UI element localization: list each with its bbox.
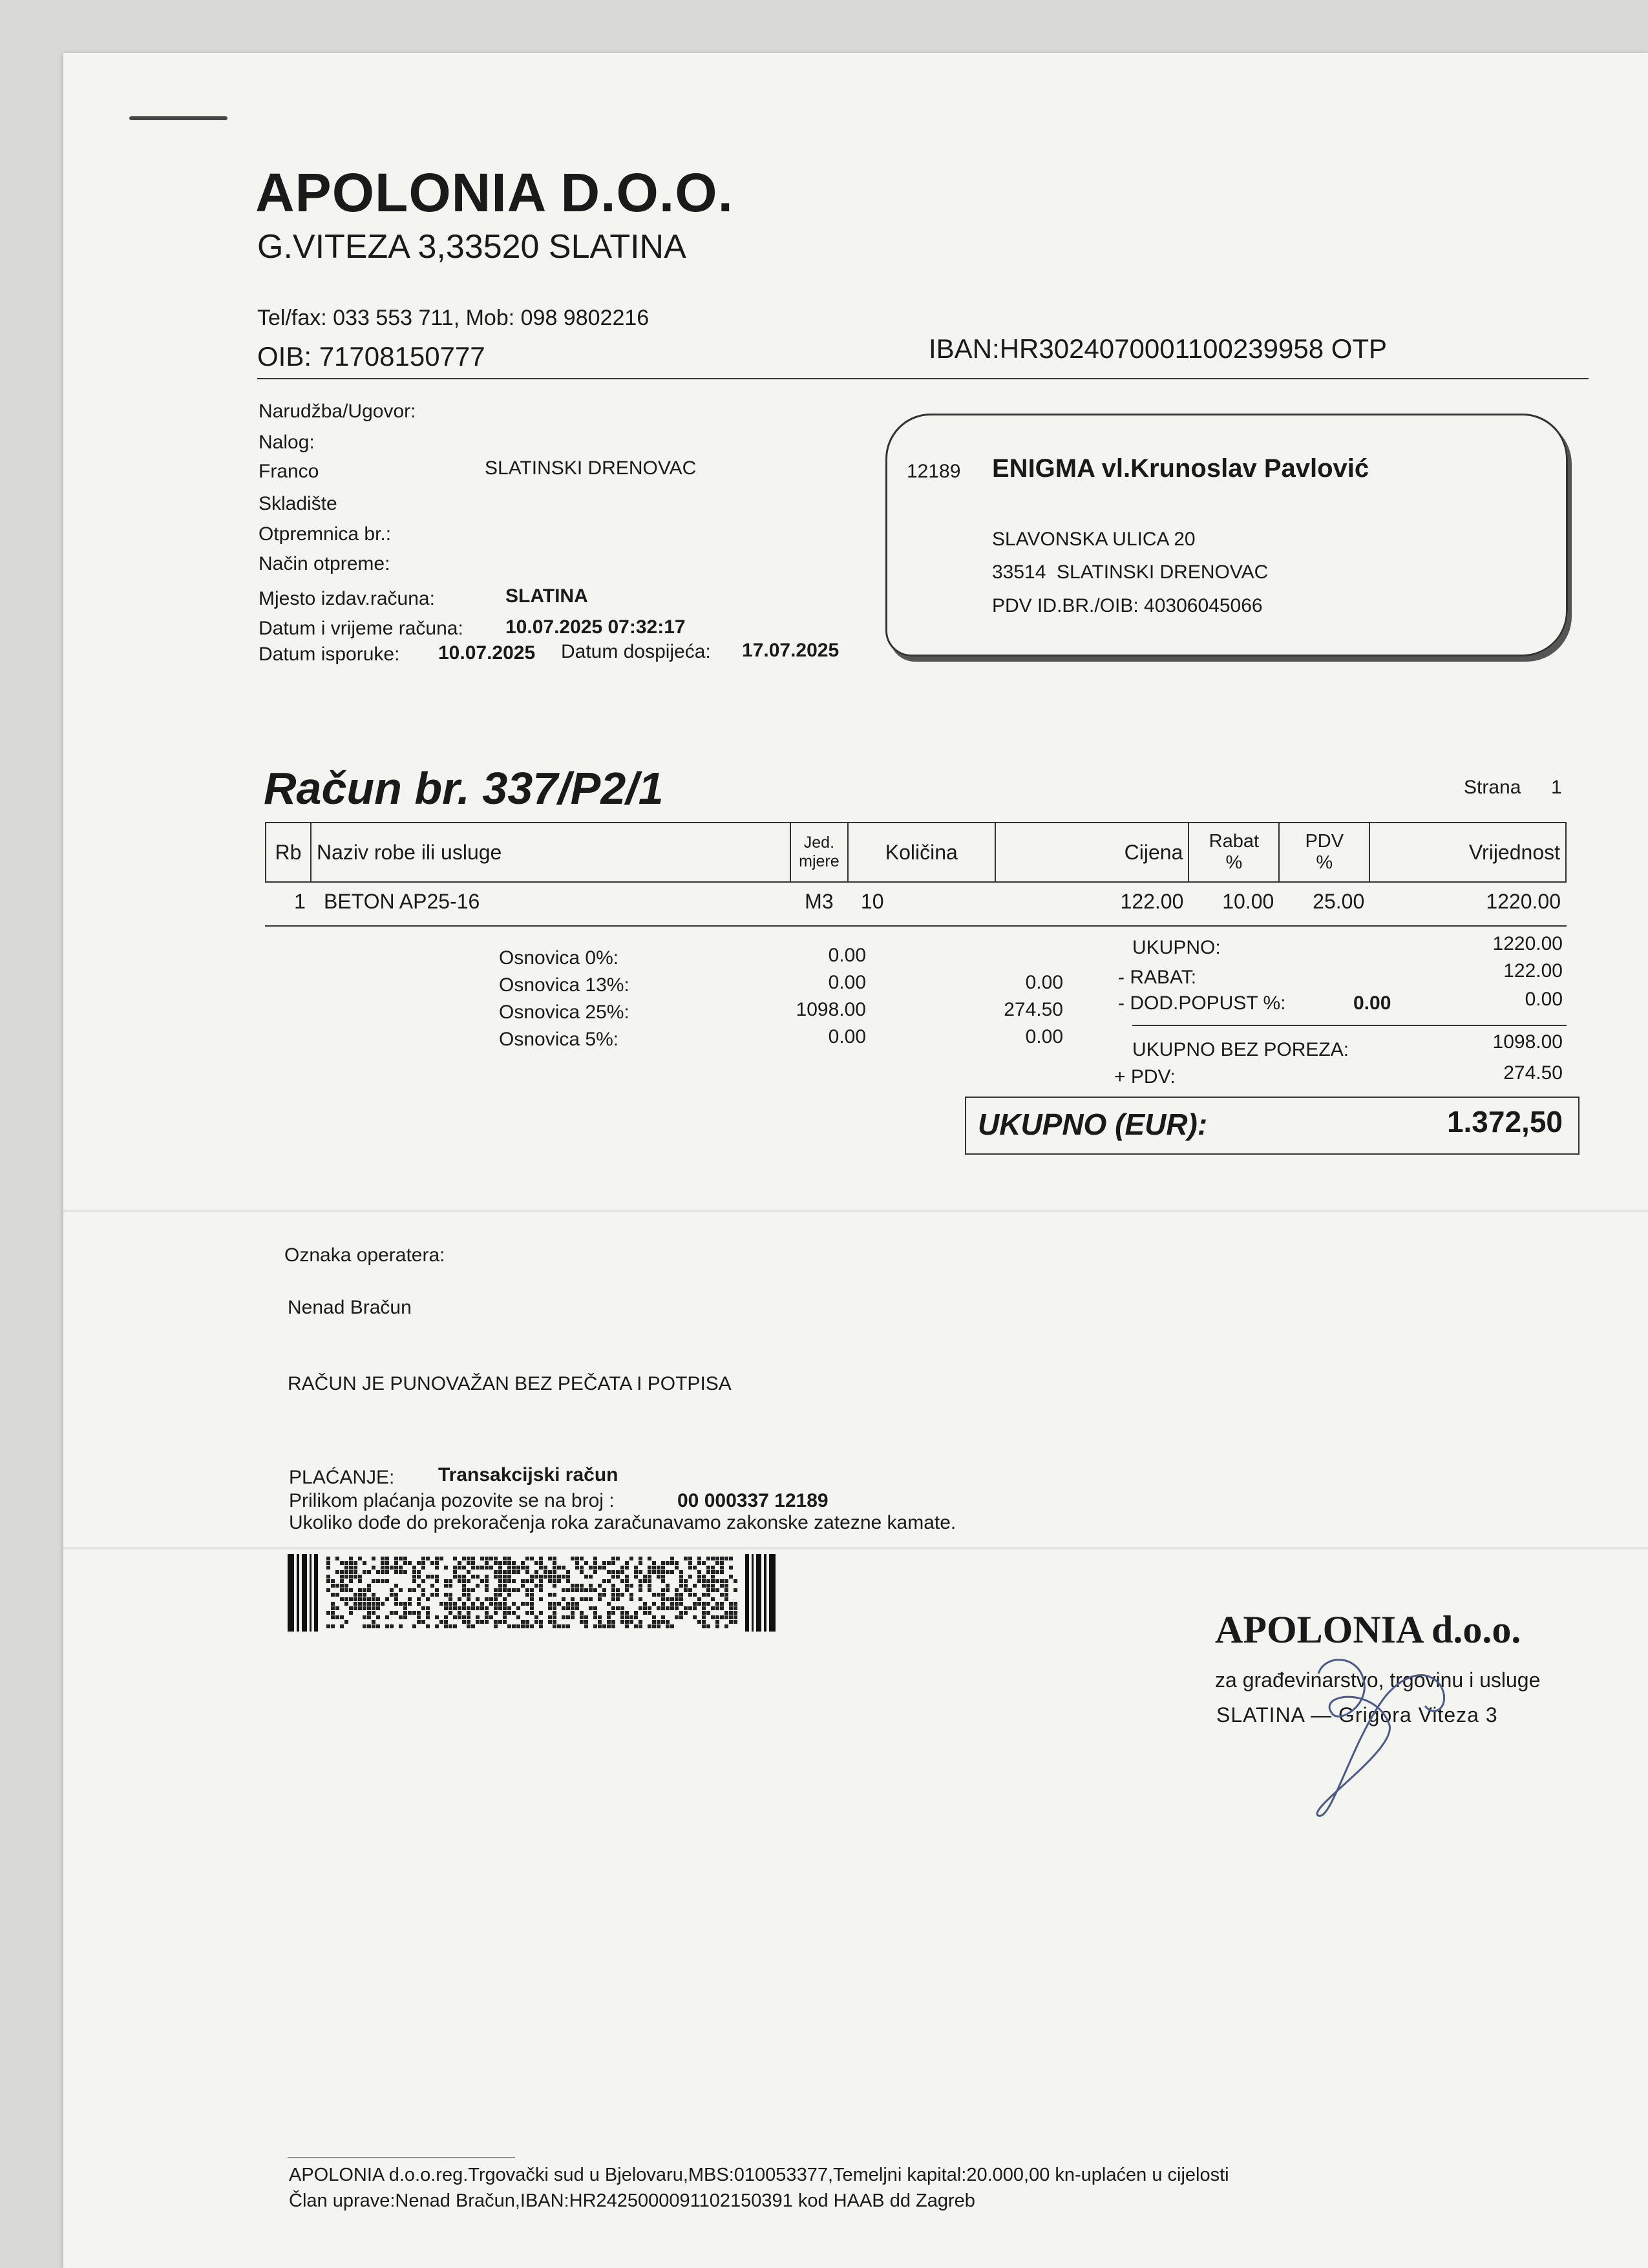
cell-rb: 1 (294, 889, 306, 913)
payment-ref-number: 00 000337 12189 (677, 1490, 829, 1511)
col-jed: Jed. mjere (790, 823, 848, 882)
invoice-title: Račun br. 337/P2/1 (264, 763, 664, 814)
cell-naziv: BETON AP25-16 (323, 889, 480, 913)
meta-nacin-otpreme: Način otpreme: (259, 553, 390, 574)
summary-rabat-value: 122.00 (1503, 960, 1563, 982)
buyer-city: SLATINSKI DRENOVAC (1057, 562, 1269, 583)
meta-narudzba: Narudžba/Ugovor: (259, 401, 416, 422)
tax-amount-value: 0.00 (1025, 972, 1063, 993)
summary-bez-poreza-label: UKUPNO BEZ POREZA: (1132, 1039, 1349, 1060)
meta-datum-racuna: Datum i vrijeme računa: (259, 618, 463, 639)
cell-jed: M3 (805, 889, 834, 913)
buyer-code: 12189 (907, 461, 961, 482)
tax-base-value: 1098.00 (796, 999, 866, 1020)
seller-contact: Tel/fax: 033 553 711, Mob: 098 9802216 (257, 306, 650, 330)
cell-kolicina: 10 (860, 889, 884, 913)
table-header-row (266, 823, 1566, 882)
footer-line2: Član uprave:Nenad Bračun,IBAN:HR2425000091102150391 kod HAAB dd Zagreb (289, 2190, 975, 2211)
summary-popust-value: 0.00 (1525, 989, 1563, 1010)
payment-interest-note: Ukoliko dođe do prekoračenja roka zaračunavamo zakonske zatezne kamate. (289, 1512, 956, 1533)
paper-fold (63, 1547, 1648, 1549)
seller-name: APOLONIA D.O.O. (255, 162, 734, 223)
operator-label: Oznaka operatera: (284, 1244, 445, 1266)
signature-image (1267, 1615, 1538, 1829)
meta-otpremnica: Otpremnica br.: (259, 523, 392, 545)
col-cijena: Cijena (995, 823, 1189, 882)
buyer-street: SLAVONSKA ULICA 20 (992, 529, 1196, 550)
meta-franco: Franco (259, 461, 319, 482)
tax-amount-value: 274.50 (1004, 999, 1063, 1020)
tax-base-label: Osnovica 13%: (499, 974, 629, 996)
footer-line1: APOLONIA d.o.o.reg.Trgovački sud u Bjelovaru,MBS:010053377,Temeljni kapital:20.000,00 kn-uplaćen u cijelosti (289, 2165, 1229, 2185)
meta-mjesto: Mjesto izdav.računa: (259, 588, 435, 609)
cell-rabat: 10.00 (1222, 889, 1274, 913)
summary-popust-pct: 0.00 (1353, 992, 1391, 1014)
buyer-zip: 33514 (992, 562, 1046, 583)
meta-nalog: Nalog: (259, 432, 315, 453)
seller-address: G.VITEZA 3,33520 SLATINA (257, 228, 686, 266)
meta-skladiste: Skladište (259, 493, 337, 514)
buyer-box (885, 414, 1568, 656)
col-rabat: Rabat % (1188, 823, 1279, 882)
summary-divider (1132, 1025, 1567, 1026)
staple-mark (129, 116, 227, 120)
meta-datum-dospijeca-value: 17.07.2025 (742, 640, 840, 661)
items-table (265, 822, 1567, 920)
stamp-line2: SLATINA — Grigora Viteza 3 (1216, 1703, 1498, 1727)
meta-datum-dospijeca: Datum dospijeća: (561, 641, 711, 662)
buyer-oib: PDV ID.BR./OIB: 40306045066 (992, 595, 1263, 616)
page-label: Strana (1464, 777, 1521, 798)
stamp-line1: za građevinarstvo, trgovinu i usluge (1215, 1668, 1541, 1692)
meta-datum-isporuke: Datum isporuke: (259, 644, 400, 665)
tax-base-value: 0.00 (828, 972, 866, 993)
col-pdv: PDV % (1279, 823, 1369, 882)
summary-ukupno-label: UKUPNO: (1132, 937, 1221, 958)
stamp-name: APOLONIA d.o.o. (1215, 1608, 1521, 1651)
validity-note: RAČUN JE PUNOVAŽAN BEZ PEČATA I POTPISA (288, 1373, 732, 1394)
invoice-paper (63, 53, 1648, 2268)
summary-ukupno-value: 1220.00 (1492, 933, 1563, 954)
tax-amount-value: 0.00 (1025, 1026, 1063, 1047)
tax-base-value: 0.00 (828, 945, 866, 966)
col-naziv: Naziv robe ili usluge (311, 823, 790, 882)
summary-popust-label: - DOD.POPUST %: (1118, 992, 1286, 1014)
meta-mjesto-value: SLATINA (505, 585, 588, 607)
seller-iban: IBAN:HR3024070001100239958 OTP (929, 333, 1388, 364)
col-vrijednost: Vrijednost (1369, 823, 1566, 882)
cell-pdv: 25.00 (1313, 889, 1365, 913)
payment-ref-text: Prilikom plaćanja pozovite se na broj : (289, 1490, 615, 1511)
total-label: UKUPNO (EUR): (978, 1108, 1208, 1141)
cell-cijena: 122.00 (1120, 889, 1184, 913)
buyer-name: ENIGMA vl.Krunoslav Pavlović (992, 454, 1369, 483)
meta-datum-isporuke-value: 10.07.2025 (438, 642, 536, 664)
payment-label: PLAĆANJE: (289, 1467, 395, 1488)
tax-base-value: 0.00 (828, 1026, 866, 1047)
payment-barcode (288, 1554, 776, 1632)
meta-datum-racuna-value: 10.07.2025 07:32:17 (505, 616, 686, 638)
header-divider (257, 378, 1589, 379)
payment-method: Transakcijski račun (438, 1464, 618, 1486)
summary-bez-poreza-value: 1098.00 (1492, 1031, 1563, 1053)
seller-oib: OIB: 71708150777 (257, 341, 485, 372)
total-value: 1.372,50 (1446, 1105, 1563, 1139)
summary-pdv-value: 274.50 (1503, 1062, 1563, 1084)
meta-franco-value: SLATINSKI DRENOVAC (485, 457, 697, 479)
tax-base-label: Osnovica 0%: (499, 947, 619, 969)
col-kolicina: Količina (848, 823, 995, 882)
paper-fold (63, 1210, 1648, 1212)
table-row (266, 882, 1566, 920)
summary-rabat-label: - RABAT: (1118, 967, 1197, 988)
operator-name: Nenad Bračun (288, 1297, 412, 1318)
page-number: 1 (1551, 777, 1562, 798)
total-box (965, 1097, 1579, 1155)
tax-base-label: Osnovica 5%: (499, 1029, 619, 1050)
summary-pdv-label: + PDV: (1114, 1066, 1176, 1087)
tax-base-label: Osnovica 25%: (499, 1002, 629, 1023)
cell-vrijednost: 1220.00 (1486, 889, 1561, 913)
col-rb: Rb (266, 823, 311, 882)
footer-divider (288, 2157, 515, 2158)
table-bottom-line (265, 925, 1567, 927)
